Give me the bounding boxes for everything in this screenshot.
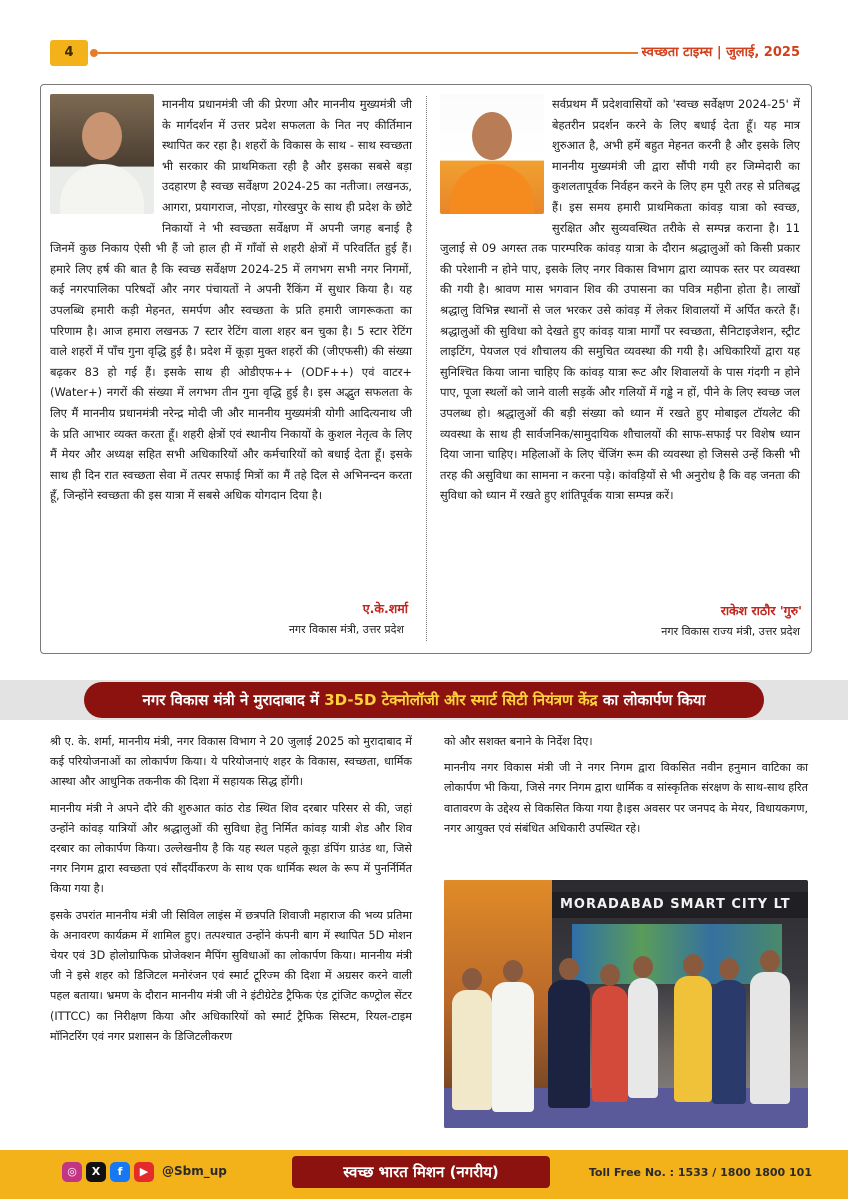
message-left-body: माननीय प्रधानमंत्री जी की प्रेरणा और माननीय मुख्यमंत्री जी के मार्गदर्शन में उत्तर प्रदेश सफलता के नित नए कीर्तिमान स्थापित कर रहा है। शहरों के विकास के साथ - साथ स्वच्छता भी सरकार की प्राथमिकता रही है और इसका सबसे बड़ा उदहारण है स्वच्छ सर्वेक्षण 2024-25 का नतीजा। लखनऊ, आगरा, प्रयागराज, नोएडा, गोरखपुर के साथ ही प्रदेश के छोटे निकायों ने भी स्वच्छता सर्वेक्षण में अपनी जगह बनाई है जिनमें कुछ निकाय ऐसी भी हैं जो हाल ही में गाँवों से शहरी क्षेत्रों में परिवर्तित हुई हैं। हमारे लिए हर्ष की बात है कि स्वच्छ सर्वेक्षण 2024-25 में लगभग सभी नगर निगमों, कई नगरपालिका परिषदों और नगर पंचायतों ने अपनी रैंकिंग में सुधार किया है। यह उपलब्धि हमारी कड़ी मेहनत, समर्पण और स्वच्छता के प्रति हमारी जागरूकता का परिणाम है। आज हमारा लखनऊ 7 स्टार रेटिंग वाला शहर बन चुका है। 5 स्टार रेटिंग वाले शहरों में पाँच गुना वृद्धि हुई है। प्रदेश में कूड़ा मुक्त शहरों की (जीएफसी) की संख्या बढ़कर 83 हो गई हैं। इसके साथ ही ओडीएफ++ (ODF++) एवं वाटर+ (Water+) नगरों की संख्या में लगभग तीन गुना वृद्धि हुई है। इस अद्भुत सफलता के लिए मैं माननीय प्रधानमंत्री नरेन्द्र मोदी जी और माननीय मुख्यमंत्री योगी आदित्यनाथ जी के प्रति आभार व्यक्त करता हूँ। शहरी क्षेत्रों एवं स्थानीय निकायों के कुशल नेतृत्व के लिए मैं मेयर और अध्यक्ष सहित सभी अधिकारियों और कर्मचारियों को बधाई देता हूँ। इसके साथ ही दिन रात स्वच्छता सेवा में तत्पर सफाई मित्रों का मैं तहे दिल से अभिनन्दन करता हूँ, जिन्होंने स्वच्छता की इस यात्रा में सबसे अधिक योगदान दिया है। [50,97,412,503]
signature-right-role: नगर विकास राज्य मंत्री, उत्तर प्रदेश [661,625,800,638]
news-paragraph: इसके उपरांत माननीय मंत्री जी सिविल लाइंस में छत्रपति शिवाजी महाराज की भव्य प्रतिमा के अनावरण कार्यक्रम में शामिल हुए। तत्पश्चात उन्होंने कंपनी बाग में स्थापित 5D मोशन चेयर एवं 3D होलोग्राफिक प्रोजेक्शन मैपिंग सुविधाओं का लोकार्पण किया। माननीय मंत्री जी ने इसे शहर को डिजिटल मनोरंजन एवं स्मार्ट टूरिज्म की दिशा में अग्रसर करने वाली पहल बताया। भ्रमण के दौरान माननीय मंत्री जी ने इंटीग्रेटेड ट्रैफिक एंड ट्रांजिट कण्ट्रोल सेंटर (ITTCC) का निरीक्षण किया और अधिकारियों को स्मार्ट ट्रैफिक सिस्टम, रियल-टाइम मॉनिटरिंग एवं नगर प्रशासन के डिजिटलीकरण [50,908,412,1043]
header-rule [98,52,638,54]
minister-photo [50,94,154,214]
message-left [50,94,412,506]
instagram-icon[interactable]: ◎ [62,1162,82,1182]
facebook-icon[interactable]: f [110,1162,130,1182]
news-paragraph: माननीय मंत्री ने अपने दौरे की शुरुआत कांठ रोड स्थित शिव दरबार परिसर से की, जहां उन्होंने कांवड़ यात्रियों और श्रद्धालुओं की सुविधा हेतु निर्मित कांवड़ यात्री शेड और शिव दरबार का लोकार्पण किया। उल्लेखनीय है कि यह स्थल पहले कूड़ा डंपिंग ग्राउंड था, जिसे नगर निगम द्वारा स्वच्छता एवं सौंदर्यीकरण के साथ एक धार्मिक स्थल के रूप में पुनर्निर्मित किया गया है। [50,801,412,896]
news-paragraph: को और सशक्त बनाने के निर्देश दिए। [444,735,593,748]
signature-right: राकेश राठौर 'गुरु' [720,603,802,618]
headline-highlight: 3D-5D टेक्नोलॉजी और स्मार्ट सिटी नियंत्रण केंद्र [324,691,598,709]
news-headline [84,682,764,718]
headline-part2: का लोकार्पण किया [597,691,706,709]
message-right-body: सर्वप्रथम मैं प्रदेशवासियों को 'स्वच्छ सर्वेक्षण 2024-25' में बेहतरीन प्रदर्शन करने के लिए बधाई देता हूँ। यह मात्र शुरुआत है, अभी हमें बहुत मेहनत करनी है और इसके लिए माननीय मुख्यमंत्री जी द्वारा सौंपी गयी हर जिम्मेदारी का कुशलतापूर्वक निर्वहन करने के लिए हम पूरी तरह से प्रतिबद्ध हैं। इस समय हमारी प्राथमिकता कांवड़ यात्रा को स्वच्छ, सुरक्षित और सुव्यवस्थित तरीके से सम्पन्न कराना है। 11 जुलाई से 09 अगस्त तक पारम्परिक कांवड़ यात्रा के दौरान श्रद्धालुओं को किसी प्रकार की परेशानी न होने पाए, इसके लिए नगर विकास विभाग द्वारा व्यापक स्तर पर व्यवस्था की गयी है। श्रावण मास भगवान शिव की उपासना का पवित्र महीना होता है। लाखों श्रद्धालु विभिन्न स्थानों से जल भरकर उसे कांवड़ में लेकर शिवालयों में अर्पित करते हैं। श्रद्धालुओं की सुविधा को देखते हुए कांवड़ यात्रा मार्गों पर स्वच्छता, सैनिटाइजेशन, स्ट्रीट लाइटिंग, पेयजल एवं शौचालय की समुचित व्यवस्था की गयी है। अधिकारियों द्वारा यह सुनिश्चित किया जाना चाहिए कि कांवड़ यात्रा रूट और शिवालयों के पास गंदगी न होने पाए, पूजा स्थलों को जाने वाली सड़कें और गलियों में गड्ढे न हों, पीने के लिए स्वच्छ जल उपलब्ध हो। श्रद्धालुओं की बड़ी संख्या को ध्यान में रखते हुए मोबाइल टॉयलेट की व्यवस्था के साथ ही सार्वजनिक/सामुदायिक शौचालयों की साफ-सफाई पर विशेष ध्यान दिया जाना चाहिए। महिलाओं के लिए चेंजिंग रूम की व्यवस्था हो जिससे उन्हें किसी भी तरह की असुविधा का सामना न करना पड़े। कांवड़ियों से भी अनुरोध है कि वह जनता की सुविधा को ध्यान में रखते हुए शांतिपूर्वक यात्रा सम्पन्न करें। [440,97,800,503]
column-divider [426,96,427,641]
news-right-column [444,732,808,845]
signature-left-role: नगर विकास मंत्री, उत्तर प्रदेश [288,623,404,636]
news-left-column [50,732,412,1053]
headline-part1: नगर विकास मंत्री ने मुरादाबाद में [142,691,325,709]
event-photo [444,880,808,1128]
x-icon[interactable]: X [86,1162,106,1182]
social-handle[interactable]: @Sbm_up [162,1164,227,1178]
publication-title: स्वच्छता टाइम्स | जुलाई, 2025 [641,45,800,60]
toll-free-number: Toll Free No. : 1533 / 1800 1800 101 [588,1166,812,1179]
mission-title: स्वच्छ भारत मिशन (नगरीय) [292,1156,550,1188]
news-paragraph: श्री ए. के. शर्मा, माननीय मंत्री, नगर विकास विभाग ने 20 जुलाई 2025 को मुरादाबाद में कई परियोजनाओं का लोकार्पण किया। ये परियोजनाएं शहर के विकास, स्वच्छता, धार्मिक आस्था और आधुनिक तकनीक की दिशा में सहायक सिद्ध होंगी। [50,735,412,789]
youtube-icon[interactable]: ▶ [134,1162,154,1182]
photo-sign: MORADABAD SMART CITY LT [552,892,808,918]
news-paragraph: माननीय नगर विकास मंत्री जी ने नगर निगम द्वारा विकसित नवीन हनुमान वाटिका का लोकार्पण भी किया, जिसे नगर निगम द्वारा धार्मिक व सांस्कृतिक संरक्षण के साथ-साथ हरित वातावरण के उद्देश्य से विकसित किया गया है।इस अवसर पर जनपद के मेयर, विधायकगण, नगर आयुक्त एवं संबंधित अधिकारी उपस्थित रहे। [444,761,808,835]
page-number: 4 [50,40,88,66]
message-right [440,94,800,506]
minister-of-state-photo [440,94,544,214]
signature-left: ए.के.शर्मा [362,601,408,616]
